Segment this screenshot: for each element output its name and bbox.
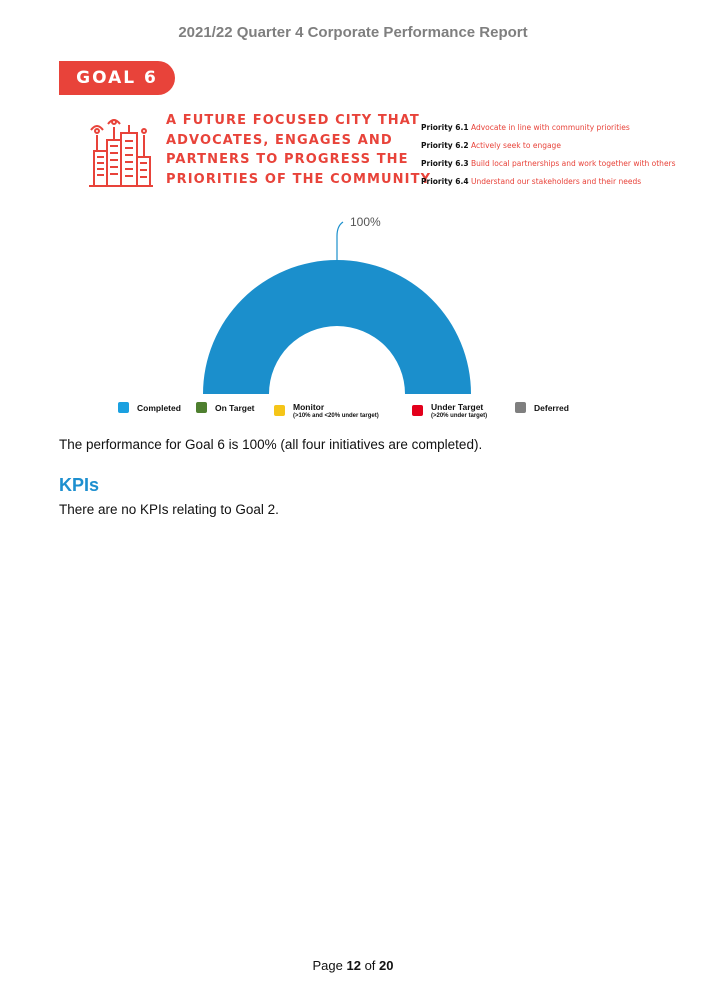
legend-label: Under Target [431,402,484,412]
performance-summary: The performance for Goal 6 is 100% (all four initiatives are completed). [59,437,483,452]
legend-item-on-target [196,402,255,413]
legend-item-monitor [274,402,379,419]
priority-label: Priority 6.2 [421,141,469,150]
priority-label: Priority 6.1 [421,123,469,132]
chart-slice-completed [203,260,471,394]
priority-text: Actively seek to engage [470,141,561,150]
legend-sublabel: (>10% and <20% under target) [293,413,379,419]
legend-label: Monitor [293,402,325,412]
page-footer [0,958,706,973]
legend-swatch [274,405,285,416]
priority-item [421,155,701,173]
report-header-title: 2021/22 Quarter 4 Corporate Performance Report [178,24,528,41]
data-label: 100% [350,215,381,229]
priority-text: Understand our stakeholders and their needs [470,177,642,186]
legend-label: On Target [215,402,255,413]
priorities-list [421,119,701,191]
legend-sublabel: (>20% under target) [431,413,488,419]
kpis-text: There are no KPIs relating to Goal 2. [59,502,279,517]
legend-item-deferred [515,402,569,413]
legend-swatch [515,402,526,413]
legend-item-completed [118,402,181,413]
goal-title-line: PARTNERS TO PROGRESS THE [166,152,409,167]
performance-half-donut-chart [190,210,490,400]
legend-text-group [431,402,487,419]
goal-title [166,111,432,189]
goal-title-line: ADVOCATES, ENGAGES AND [166,132,393,148]
priority-item [421,119,701,137]
priority-label: Priority 6.3 [421,159,469,168]
kpis-heading: KPIs [59,475,100,495]
goal-title-line: A FUTURE FOCUSED CITY THAT [166,113,420,128]
footer-middle: of [360,958,380,973]
legend-label: Completed [137,402,181,413]
goal-title-line: PRIORITIES OF THE COMMUNITY [166,171,432,187]
goal-badge: GOAL 6 [59,61,175,95]
priority-text: Build local partnerships and work together with others [470,159,676,168]
priority-label: Priority 6.4 [421,177,469,186]
legend-item-under-target [412,402,487,419]
legend-swatch [196,402,207,413]
priority-item [421,137,701,155]
priority-text: Advocate in line with community priorities [470,123,630,132]
footer-prefix: Page [312,958,347,973]
priority-item [421,173,701,191]
legend-swatch [118,402,129,413]
legend-label: Deferred [534,402,569,413]
footer-current-page: 12 [346,958,361,973]
city-skyline-icon [87,113,155,189]
data-label-leader-line [337,222,343,260]
legend-text-group [293,402,379,419]
legend-swatch [412,405,423,416]
footer-total-pages: 20 [379,958,394,973]
